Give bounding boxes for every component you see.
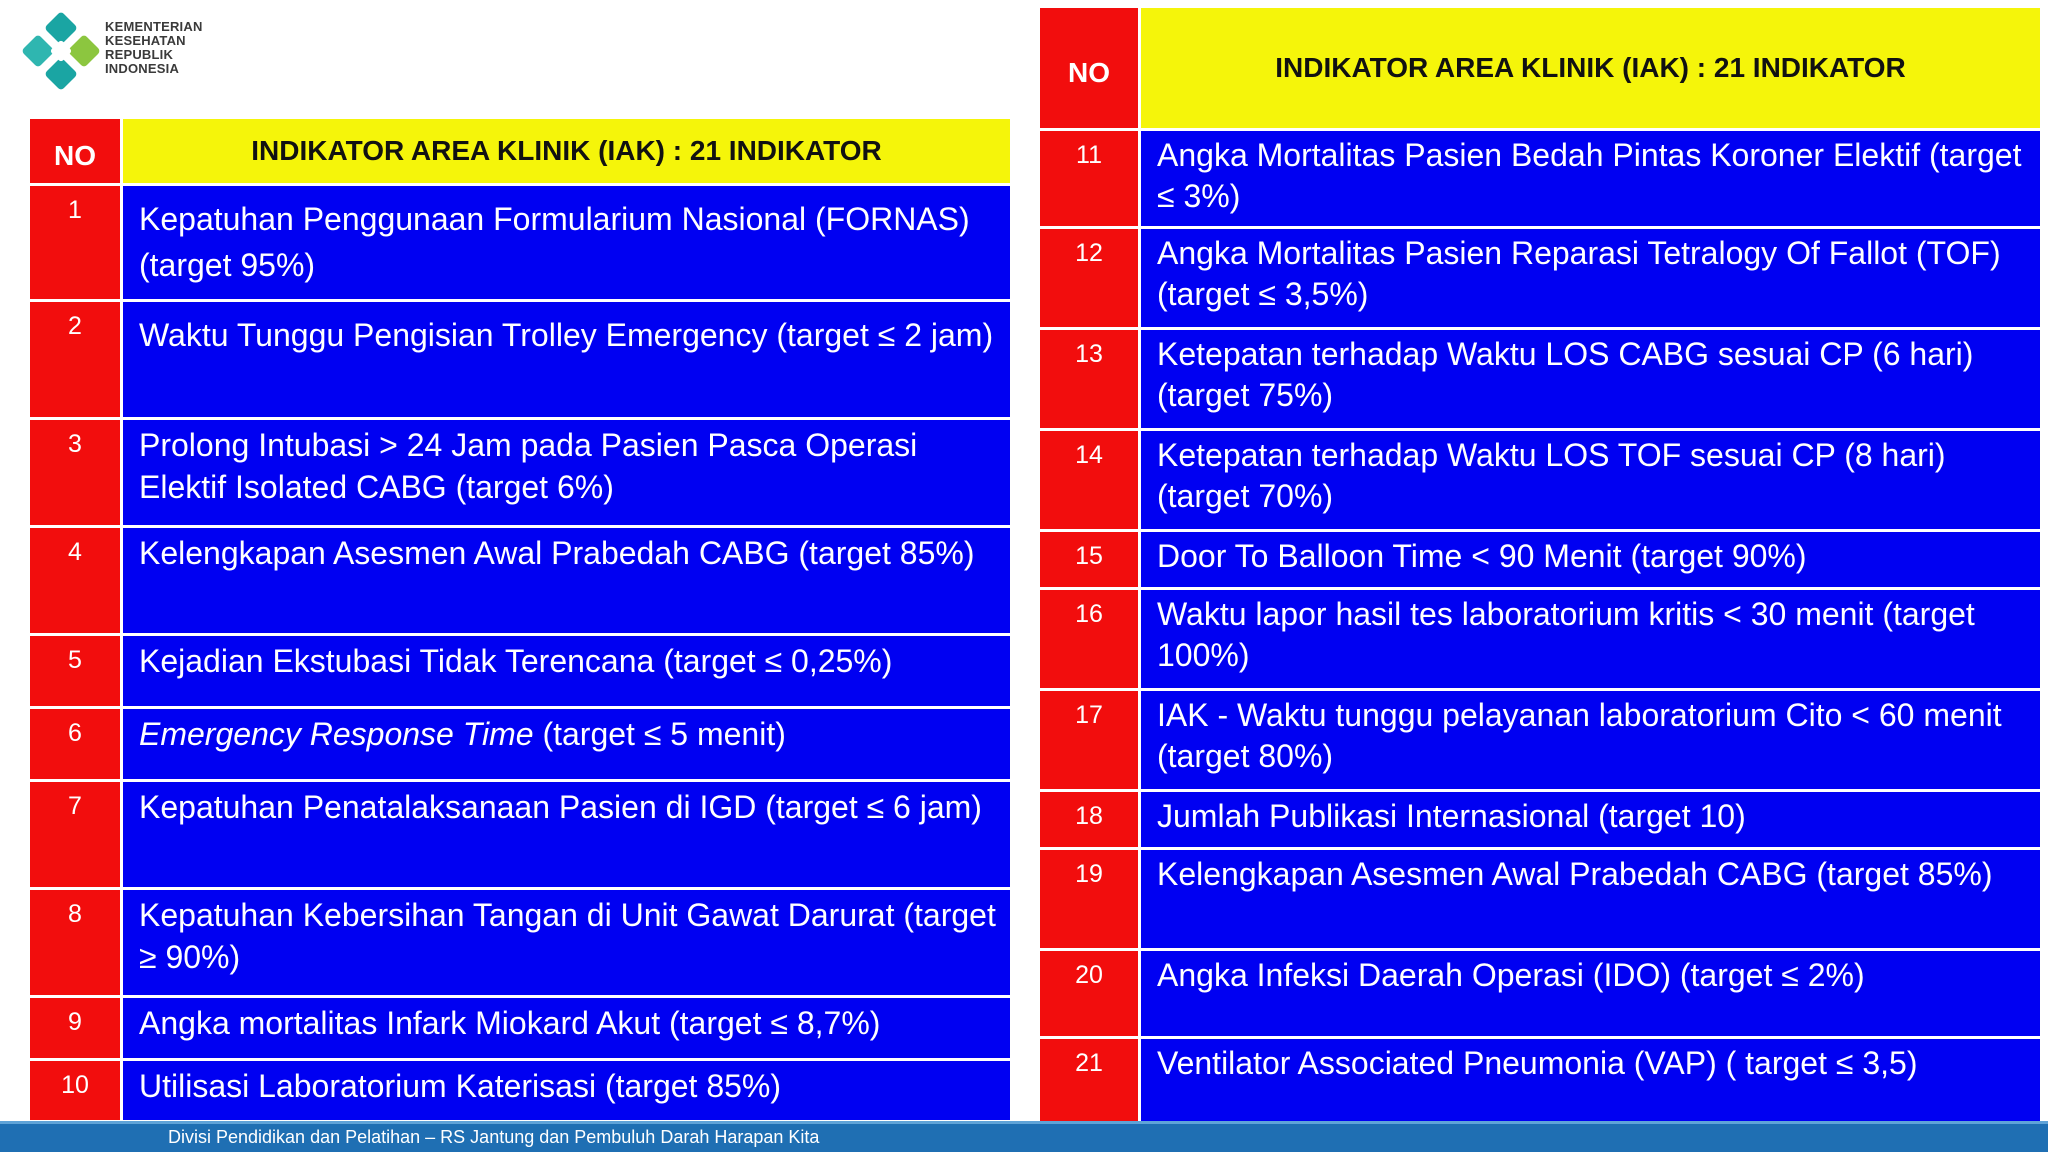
table-header-row (30, 119, 1010, 186)
row-indicator: Angka Infeksi Daerah Operasi (IDO) (target ≤ 2%) (1141, 951, 2040, 1039)
table-row (30, 302, 1010, 420)
row-number: 16 (1040, 590, 1141, 691)
row-number: 11 (1040, 131, 1141, 229)
row-number: 13 (1040, 330, 1141, 431)
header-no: NO (30, 119, 123, 186)
row-indicator: Waktu lapor hasil tes laboratorium kritis < 30 menit (target 100%) (1141, 590, 2040, 691)
row-number: 18 (1040, 792, 1141, 850)
kemenkes-logo (22, 12, 212, 92)
row-number: 5 (30, 636, 123, 709)
table-row (30, 890, 1010, 998)
logo-line: REPUBLIK (105, 47, 174, 62)
table-row (30, 1061, 1010, 1123)
footer-bar (0, 1124, 2048, 1152)
table-row (1040, 590, 2040, 691)
row-indicator: Prolong Intubasi > 24 Jam pada Pasien Pasca Operasi Elektif Isolated CABG (target 6%) (123, 420, 1010, 528)
row-indicator: Ketepatan terhadap Waktu LOS TOF sesuai CP (8 hari) (target 70%) (1141, 431, 2040, 532)
header-title: INDIKATOR AREA KLINIK (IAK) : 21 INDIKATOR (123, 119, 1010, 186)
row-indicator: Ketepatan terhadap Waktu LOS CABG sesuai CP (6 hari) (target 75%) (1141, 330, 2040, 431)
indicator-table-right (1040, 8, 2040, 1124)
row-number: 9 (30, 998, 123, 1061)
row-indicator: Ventilator Associated Pneumonia (VAP) ( target ≤ 3,5) (1141, 1039, 2040, 1124)
table-row (1040, 1039, 2040, 1124)
row-number: 8 (30, 890, 123, 998)
row-indicator-italic: Emergency Response Time (139, 716, 534, 752)
row-number: 6 (30, 709, 123, 782)
row-indicator-rest: (target ≤ 5 menit) (533, 716, 786, 752)
row-indicator: Utilisasi Laboratorium Katerisasi (target 85%) (123, 1061, 1010, 1123)
row-indicator: Jumlah Publikasi Internasional (target 10) (1141, 792, 2040, 850)
row-indicator: Door To Balloon Time < 90 Menit (target 90%) (1141, 532, 2040, 590)
row-indicator: Kepatuhan Penatalaksanaan Pasien di IGD (target ≤ 6 jam) (123, 782, 1010, 890)
row-number: 17 (1040, 691, 1141, 792)
table-header-row (1040, 8, 2040, 131)
row-number: 14 (1040, 431, 1141, 532)
table-row (30, 420, 1010, 528)
row-number: 10 (30, 1061, 123, 1123)
row-indicator: Kelengkapan Asesmen Awal Prabedah CABG (target 85%) (123, 528, 1010, 636)
table-row (1040, 431, 2040, 532)
row-indicator: IAK - Waktu tunggu pelayanan laboratorium Cito < 60 menit (target 80%) (1141, 691, 2040, 792)
kemenkes-cross-icon (22, 12, 100, 90)
row-number: 1 (30, 186, 123, 302)
row-number: 20 (1040, 951, 1141, 1039)
table-row (1040, 850, 2040, 951)
row-number: 12 (1040, 229, 1141, 330)
header-no: NO (1040, 8, 1141, 131)
row-indicator: Angka Mortalitas Pasien Bedah Pintas Koroner Elektif (target ≤ 3%) (1141, 131, 2040, 229)
row-number: 19 (1040, 850, 1141, 951)
table-row (30, 782, 1010, 890)
table-row (1040, 532, 2040, 590)
row-indicator: Angka Mortalitas Pasien Reparasi Tetralogy Of Fallot (TOF) (target ≤ 3,5%) (1141, 229, 2040, 330)
row-indicator: Waktu Tunggu Pengisian Trolley Emergency (target ≤ 2 jam) (123, 302, 1010, 420)
table-row (30, 998, 1010, 1061)
footer-text: Divisi Pendidikan dan Pelatihan – RS Jantung dan Pembuluh Darah Harapan Kita (168, 1127, 820, 1147)
table-row (1040, 229, 2040, 330)
table-row (30, 636, 1010, 709)
table-row (30, 186, 1010, 302)
row-number: 4 (30, 528, 123, 636)
table-row (1040, 131, 2040, 229)
row-indicator: Angka mortalitas Infark Miokard Akut (target ≤ 8,7%) (123, 998, 1010, 1061)
table-row (1040, 330, 2040, 431)
table-row (30, 528, 1010, 636)
row-indicator (123, 709, 1010, 782)
logo-wordmark (105, 20, 203, 76)
row-number: 21 (1040, 1039, 1141, 1124)
indicator-table-left (30, 119, 1010, 1123)
row-number: 3 (30, 420, 123, 528)
row-number: 7 (30, 782, 123, 890)
logo-line: KESEHATAN (105, 33, 186, 48)
row-indicator: Kelengkapan Asesmen Awal Prabedah CABG (target 85%) (1141, 850, 2040, 951)
row-number: 15 (1040, 532, 1141, 590)
row-indicator: Kepatuhan Kebersihan Tangan di Unit Gawat Darurat (target ≥ 90%) (123, 890, 1010, 998)
row-number: 2 (30, 302, 123, 420)
table-row (1040, 691, 2040, 792)
header-title: INDIKATOR AREA KLINIK (IAK) : 21 INDIKATOR (1141, 8, 2040, 131)
table-row (30, 709, 1010, 782)
table-row (1040, 951, 2040, 1039)
table-row (1040, 792, 2040, 850)
row-indicator: Kepatuhan Penggunaan Formularium Nasional (FORNAS) (target 95%) (123, 186, 1010, 302)
logo-line: KEMENTERIAN (105, 19, 203, 34)
row-indicator: Kejadian Ekstubasi Tidak Terencana (target ≤ 0,25%) (123, 636, 1010, 709)
logo-line: INDONESIA (105, 61, 180, 76)
